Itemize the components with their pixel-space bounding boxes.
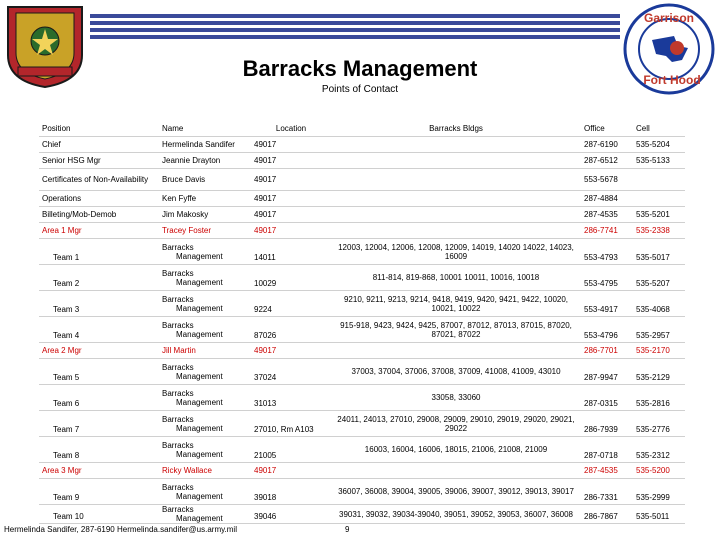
name-line-1: Barracks — [162, 482, 194, 492]
table-row — [39, 505, 685, 524]
cell-name: Jill Martin — [159, 343, 251, 359]
name-line-1: Barracks — [162, 294, 194, 304]
table-row — [39, 437, 685, 463]
table-row — [39, 265, 685, 291]
cell-cell: 535-2338 — [633, 223, 685, 239]
cell-position: Team 10 — [39, 505, 159, 524]
cell-bldgs: 37003, 37004, 37006, 37008, 37009, 41008, 41009, 43010 — [331, 359, 581, 385]
cell-cell — [633, 191, 685, 207]
cell-name: Tracey Foster — [159, 223, 251, 239]
cell-bldgs — [331, 137, 581, 153]
cell-location: 49017 — [251, 169, 331, 191]
cell-name: Ricky Wallace — [159, 463, 251, 479]
logo-bottom-text: Fort Hood — [643, 73, 701, 87]
cell-name — [159, 265, 251, 291]
cell-position: Team 4 — [39, 317, 159, 343]
name-line-1: Barracks — [162, 268, 194, 278]
cell-location: 10029 — [251, 265, 331, 291]
cell-name: Hermelinda Sandifer — [159, 137, 251, 153]
page-number: 9 — [345, 525, 350, 534]
cell-bldgs: 33058, 33060 — [331, 385, 581, 411]
cell-position: Team 9 — [39, 479, 159, 505]
col-header-cell: Cell — [633, 120, 685, 137]
table-row — [39, 411, 685, 437]
col-header-name: Name — [159, 120, 251, 137]
cell-location: 49017 — [251, 137, 331, 153]
footer-contact: Hermelinda Sandifer, 287-6190 Hermelinda.sandifer@us.army.mil — [4, 525, 237, 534]
cell-office: 287-0315 — [581, 385, 633, 411]
cell-location: 31013 — [251, 385, 331, 411]
cell-bldgs — [331, 169, 581, 191]
cell-position: Chief — [39, 137, 159, 153]
name-line-2: Management — [176, 449, 223, 459]
cell-office: 287-6512 — [581, 153, 633, 169]
cell-office: 286-7867 — [581, 505, 633, 524]
cell-location: 21005 — [251, 437, 331, 463]
cell-position: Team 7 — [39, 411, 159, 437]
name-line-1: Barracks — [162, 242, 194, 252]
cell-bldgs: 811-814, 819-868, 10001 10011, 10016, 10018 — [331, 265, 581, 291]
cell-position: Certificates of Non-Availability — [39, 169, 159, 191]
name-line-2: Management — [176, 303, 223, 313]
table-row — [39, 359, 685, 385]
cell-cell: 535-5011 — [633, 505, 685, 524]
cell-position: Operations — [39, 191, 159, 207]
cell-office: 553-4793 — [581, 239, 633, 265]
name-line-1: Barracks — [162, 440, 194, 450]
cell-office: 286-7741 — [581, 223, 633, 239]
cell-bldgs: 36007, 36008, 39004, 39005, 39006, 39007, 39012, 39013, 39017 — [331, 479, 581, 505]
cell-location: 49017 — [251, 463, 331, 479]
cell-office: 553-4796 — [581, 317, 633, 343]
cell-office: 286-7701 — [581, 343, 633, 359]
cell-name — [159, 359, 251, 385]
table-row — [39, 153, 685, 169]
cell-cell: 535-2312 — [633, 437, 685, 463]
cell-position: Area 2 Mgr — [39, 343, 159, 359]
cell-cell: 535-2170 — [633, 343, 685, 359]
cell-cell: 535-2957 — [633, 317, 685, 343]
cell-cell: 535-5200 — [633, 463, 685, 479]
name-line-2: Management — [176, 371, 223, 381]
cell-cell: 535-5204 — [633, 137, 685, 153]
name-line-1: Barracks — [162, 362, 194, 372]
cell-cell: 535-2999 — [633, 479, 685, 505]
table-row — [39, 343, 685, 359]
cell-location: 49017 — [251, 223, 331, 239]
cell-bldgs — [331, 153, 581, 169]
cell-office: 286-7331 — [581, 479, 633, 505]
cell-office: 287-4884 — [581, 191, 633, 207]
cell-position: Area 3 Mgr — [39, 463, 159, 479]
cell-cell: 535-5133 — [633, 153, 685, 169]
cell-name: Bruce Davis — [159, 169, 251, 191]
cell-position: Team 2 — [39, 265, 159, 291]
name-line-2: Management — [176, 491, 223, 501]
table-header-row — [39, 120, 685, 137]
cell-cell — [633, 169, 685, 191]
cell-location: 49017 — [251, 207, 331, 223]
cell-location: 49017 — [251, 343, 331, 359]
header-band — [90, 14, 620, 44]
cell-office: 287-0718 — [581, 437, 633, 463]
table-row — [39, 223, 685, 239]
col-header-office: Office — [581, 120, 633, 137]
cell-cell: 535-2776 — [633, 411, 685, 437]
cell-cell: 535-2129 — [633, 359, 685, 385]
table-row — [39, 291, 685, 317]
cell-office: 553-5678 — [581, 169, 633, 191]
cell-bldgs: 915-918, 9423, 9424, 9425, 87007, 87012, 87013, 87015, 87020, 87021, 87022 — [331, 317, 581, 343]
contacts-table — [39, 120, 685, 524]
cell-cell: 535-5201 — [633, 207, 685, 223]
logo-top-text: Garrison — [643, 11, 695, 25]
cell-bldgs — [331, 343, 581, 359]
cell-position: Team 3 — [39, 291, 159, 317]
cell-bldgs: 39031, 39032, 39034-39040, 39051, 39052, 39053, 36007, 36008 — [331, 505, 581, 524]
cell-location: 49017 — [251, 191, 331, 207]
cell-position: Team 6 — [39, 385, 159, 411]
cell-name — [159, 385, 251, 411]
table-row — [39, 317, 685, 343]
cell-location: 39046 — [251, 505, 331, 524]
cell-name — [159, 291, 251, 317]
name-line-2: Management — [176, 397, 223, 407]
cell-bldgs: 9210, 9211, 9213, 9214, 9418, 9419, 9420, 9421, 9422, 10020, 10021, 10022 — [331, 291, 581, 317]
col-header-location: Location — [251, 120, 331, 137]
cell-position: Billeting/Mob-Demob — [39, 207, 159, 223]
name-line-2: Management — [176, 329, 223, 339]
table-row — [39, 239, 685, 265]
name-line-2: Management — [176, 423, 223, 433]
cell-office: 553-4917 — [581, 291, 633, 317]
name-line-1: Barracks — [162, 505, 194, 514]
cell-location: 27010, Rm A103 — [251, 411, 331, 437]
cell-cell: 535-2816 — [633, 385, 685, 411]
col-header-position: Position — [39, 120, 159, 137]
cell-bldgs — [331, 223, 581, 239]
page-title: Barracks Management — [242, 56, 478, 81]
cell-office: 287-6190 — [581, 137, 633, 153]
table-row — [39, 385, 685, 411]
cell-bldgs — [331, 207, 581, 223]
table-row — [39, 137, 685, 153]
cell-name — [159, 317, 251, 343]
table-row — [39, 479, 685, 505]
cell-position: Senior HSG Mgr — [39, 153, 159, 169]
col-header-bldgs: Barracks Bldgs — [331, 120, 581, 137]
cell-name — [159, 411, 251, 437]
page-subtitle: Points of Contact — [321, 84, 399, 95]
cell-office: 553-4795 — [581, 265, 633, 291]
cell-cell: 535-4068 — [633, 291, 685, 317]
cell-bldgs: 24011, 24013, 27010, 29008, 29009, 29010, 29019, 29020, 29021, 29022 — [331, 411, 581, 437]
cell-cell: 535-5017 — [633, 239, 685, 265]
cell-position: Team 5 — [39, 359, 159, 385]
cell-name: Jeannie Drayton — [159, 153, 251, 169]
cell-bldgs — [331, 191, 581, 207]
table-row — [39, 191, 685, 207]
cell-bldgs: 12003, 12004, 12006, 12008, 12009, 14019, 14020 14022, 14023, 16009 — [331, 239, 581, 265]
cell-bldgs: 16003, 16004, 16006, 18015, 21006, 21008, 21009 — [331, 437, 581, 463]
table-row — [39, 169, 685, 191]
name-line-2: Management — [176, 251, 223, 261]
cell-name: Jim Makosky — [159, 207, 251, 223]
cell-location: 37024 — [251, 359, 331, 385]
cell-name — [159, 505, 251, 524]
cell-name — [159, 437, 251, 463]
cell-location: 49017 — [251, 153, 331, 169]
cell-name — [159, 239, 251, 265]
cell-office: 287-9947 — [581, 359, 633, 385]
table-row — [39, 207, 685, 223]
cell-name — [159, 479, 251, 505]
cell-location: 14011 — [251, 239, 331, 265]
cell-position: Team 1 — [39, 239, 159, 265]
cell-position: Team 8 — [39, 437, 159, 463]
cell-location: 9224 — [251, 291, 331, 317]
cell-position: Area 1 Mgr — [39, 223, 159, 239]
name-line-1: Barracks — [162, 388, 194, 398]
cell-office: 286-7939 — [581, 411, 633, 437]
cell-location: 39018 — [251, 479, 331, 505]
name-line-2: Management — [176, 514, 223, 523]
cell-cell: 535-5207 — [633, 265, 685, 291]
name-line-2: Management — [176, 277, 223, 287]
cell-location: 87026 — [251, 317, 331, 343]
cell-office: 287-4535 — [581, 463, 633, 479]
cell-name: Ken Fyffe — [159, 191, 251, 207]
cell-office: 287-4535 — [581, 207, 633, 223]
table-row — [39, 463, 685, 479]
name-line-1: Barracks — [162, 320, 194, 330]
cell-bldgs — [331, 463, 581, 479]
name-line-1: Barracks — [162, 414, 194, 424]
